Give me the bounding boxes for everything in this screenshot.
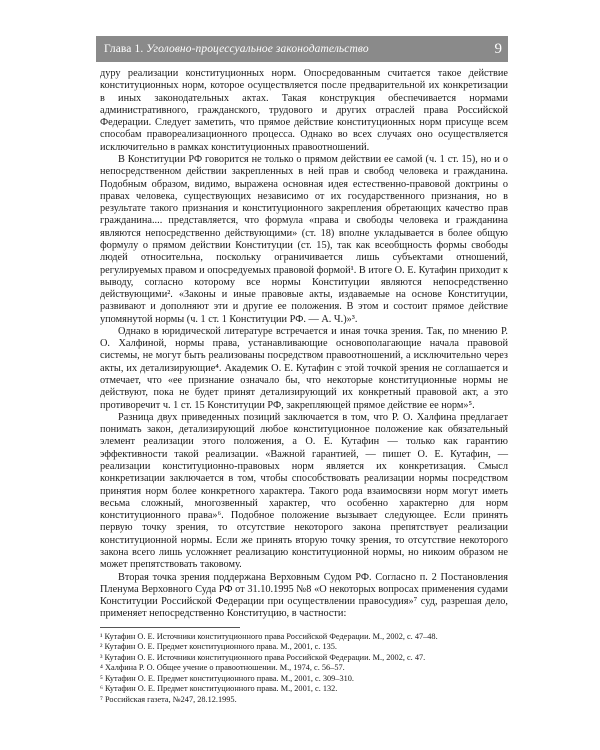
page-number: 9 xyxy=(494,40,502,57)
footnote: ⁴ Халфина Р. О. Общее учение о правоотношении. М., 1974, с. 56–57. xyxy=(100,663,345,673)
paragraph: В Конституции РФ говорится не только о прямом действии ее самой (ч. 1 ст. 15), но и о непосредственном действии закрепленных в ней прав и свобод человека и гражданина. Подобным образом, видимо, выражена основная идея естественно-правовой доктрины о правах человека, существующих независимо от их государственного признания, но в результате такого признания и конституционного закрепления обретающих качество прав гражданина.... представляется, что формула «права и свободы человека и гражданина являются непосредственно действующими» (ст. 18) вполне укладывается в более общую формулу о прямом действии Конституции (ст. 15), так как всеобщность формы свободы людей относительна, поскольку ограничивается лишь субъектами отношений, регулируемых правом и опосредуемых правовой формой¹. В итоге О. Е. Кутафин приходит к выводу, согласно которому все нормы Конституции являются непосредственно действующими². «Законы и иные правовые акты, издаваемые на основе Конституции, развивают и дополняют эти и другие ее положения. В этом и состоит прямое действие упомянутой нормы (ч. 1 ст. 1 Конституции РФ. — А. Ч.)»³. xyxy=(100,153,508,325)
page-body xyxy=(100,68,508,705)
paragraph-continuation: дуру реализации конституционных норм. Опосредованным считается такое действие конституционных норм, которое осуществляется после предварительной их конкретизации в иных законодательных актах. Такая конструкция обеспечивается нормами административного, гражданского, трудового и других отраслей права Российской Федерации. Следует заметить, что прямое действие конституционных норм присуще всем способам правореализационного процесса. Однако во всех случаях оно осуществляется исключительно в рамках конституционных правоотношений. xyxy=(100,68,508,153)
footnote-separator xyxy=(100,627,240,628)
chapter-label: Глава 1. xyxy=(104,43,144,55)
running-header xyxy=(96,36,508,62)
running-header-title xyxy=(104,43,369,55)
footnote: ² Кутафин О. Е. Предмет конституционного права. М., 2001, с. 135. xyxy=(100,642,337,652)
footnotes xyxy=(100,632,508,706)
footnote: ¹ Кутафин О. Е. Источники конституционного права Российской Федерации. М., 2002, с. 47–48. xyxy=(100,631,438,641)
paragraph: Разница двух приведенных позиций заключается в том, что Р. О. Халфина предлагает понимать закон, детализирующий любое конституционное положение как обязательный элемент реализации этого положения, а О. Е. Кутафин — только как гарантию эффективности такой реализации. «Важной гарантией, — пишет О. Е. Кутафин, — реализации конституционно-правовых норм является их конкретизация. Смысл конкретизации заключается в том, чтобы способствовать реализации нормы посредством принятия норм более конкретного характера. Такого рода взаимосвязи норм могут иметь весьма сложный, многозвенный характер, что особенно характерно для норм конституционного права»⁶. Подобное положение вызывает следующее. Если принять первую точку зрения, то отсутствие некоторого закона препятствует реализации конституционной нормы. Если же принять вторую точку зрения, то отсутствие некоторого закона всего лишь усложняет реализацию конституционной нормы, но никоим образом не может препятствовать таковому. xyxy=(100,411,508,571)
footnote: ⁵ Кутафин О. Е. Предмет конституционного права. М., 2001, с. 309–310. xyxy=(100,673,354,683)
footnote: ³ Кутафин О. Е. Источники конституционного права Российской Федерации. М., 2002, с. 47. xyxy=(100,652,426,662)
footnote: ⁷ Российская газета, №247, 28.12.1995. xyxy=(100,694,237,704)
footnote: ⁶ Кутафин О. Е. Предмет конституционного права. М., 2001, с. 132. xyxy=(100,684,338,694)
paragraph: Однако в юридической литературе встречается и иная точка зрения. Так, по мнению Р. О. Халфиной, нормы права, устанавливающие основополагающие начала правовой системы, не могут быть реализованы посредством правоотношений, а исключительно через акты, их детализирующие⁴. Академик О. Е. Кутафин с этой точкой зрения не соглашается и отмечает, что «ее признание означало бы, что некоторые конституционные нормы не действуют, пока не будет принят детализирующий их конкретный правовой акт, а это противоречит ч. 1 ст. 15 Конституции РФ, закрепляющей прямое действие ее норм»⁵. xyxy=(100,325,508,411)
chapter-subtitle: Уголовно-процессуальное законодательство xyxy=(146,43,369,55)
paragraph: Вторая точка зрения поддержана Верховным Судом РФ. Согласно п. 2 Постановления Пленума Верховного Суда РФ от 31.10.1995 №8 «О некоторых вопросах применения судами Конституции Российской Федерации при осуществлении правосудия»⁷ суд, разрешая дело, применяет непосредственно Конституцию, в частности: xyxy=(100,571,508,620)
